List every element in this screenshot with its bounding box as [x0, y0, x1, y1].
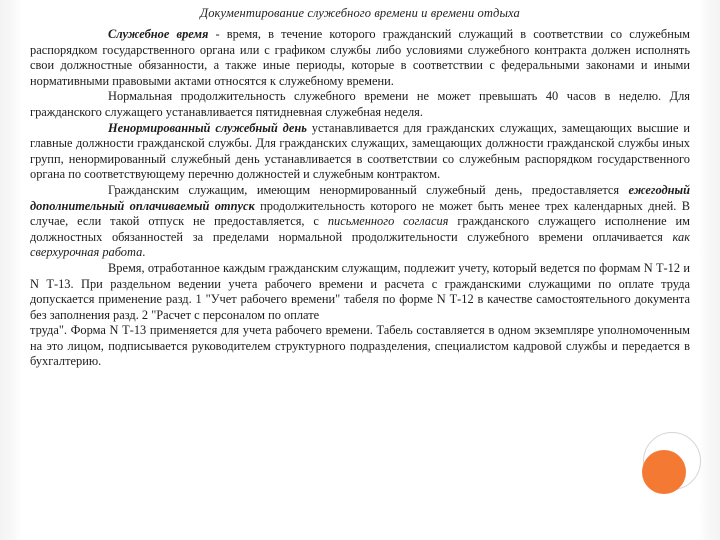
decorative-orange-circle: [642, 450, 686, 494]
paragraph-additional-leave: [30, 183, 690, 261]
slide-right-edge: [698, 0, 720, 540]
paragraph-irregular-day: [30, 121, 690, 183]
paragraph-text: устанавливается для гражданских служащих, замещающих высшие и главные должности гражданской службы. Для гражданских служащих, замещающих должности гражданской службы иных групп, ненормированный служебный день устанавливается в соответствии со служебным распорядком государственного органа по соответствующему перечню должностей и служебным контрактом.: [30, 120, 690, 182]
paragraph-official-time: [30, 27, 690, 89]
paragraph-normal-duration: [30, 89, 690, 120]
italic-written-consent: письменного согласия: [327, 214, 449, 229]
paragraph-text: Нормальная продолжительность служебного времени не может превышать 40 часов в неделю. Для гражданского служащего устанавливается пятидневная служебная неделя.: [30, 89, 690, 119]
document-body: [30, 27, 690, 370]
paragraph-text: Время, отработанное каждым гражданским служащим, подлежит учету, который ведется по формам N Т-12 и N Т-13. При раздельном ведении учета рабочего времени и расчета с гражданскими служащими по оплате труда допускается применение разд. 1 "Учет рабочего времени" табеля по форме N Т-12 в качестве самостоятельного документа без заполнения разд. 2 "Расчет с персоналом по оплате: [30, 260, 690, 322]
paragraph-text: - время, в течение которого гражданский служащий в соответствии со служебным распорядком государственного органа или с графиком службы либо условиями служебного контракта должен исполнять свои должностные обязанности, а также иные периоды, которые в соответствии с федеральными законами и иными нормативными правовыми актами относятся к служебному времени.: [30, 27, 690, 88]
paragraph-text: .: [142, 245, 146, 260]
paragraph-text: продолжительность которого не может быть менее трех календарных дней. В случае, если такой отпуск не предоставляется, с: [30, 198, 690, 229]
paragraph-text: Гражданским служащим, имеющим ненормированный служебный день, предоставляется: [108, 182, 629, 197]
term-irregular-day: Ненормированный служебный день: [108, 120, 307, 135]
paragraph-text: гражданского служащего исполнение им должностных обязанностей за пределами нормальной продолжительности служебного времени оплачивается: [30, 214, 690, 244]
paragraph-text: труда". Форма N Т-13 применяется для учета рабочего времени. Табель составляется в одном экземпляре уполномоченным на это лицом, подписывается руководителем структурного подразделения, специалистом кадровой службы и передается в бухгалтерию.: [30, 323, 690, 369]
paragraph-timesheet: [30, 323, 690, 370]
italic-overtime: как сверхурочная работа: [30, 229, 690, 260]
slide-title: Документирование служебного времени и времени отдыха: [200, 6, 520, 20]
term-additional-leave: ежегодный дополнительный оплачиваемый отпуск: [30, 182, 690, 213]
paragraph-time-accounting: [30, 261, 690, 323]
term-official-time: Служебное время: [108, 27, 209, 41]
slide-left-edge: [0, 0, 22, 540]
